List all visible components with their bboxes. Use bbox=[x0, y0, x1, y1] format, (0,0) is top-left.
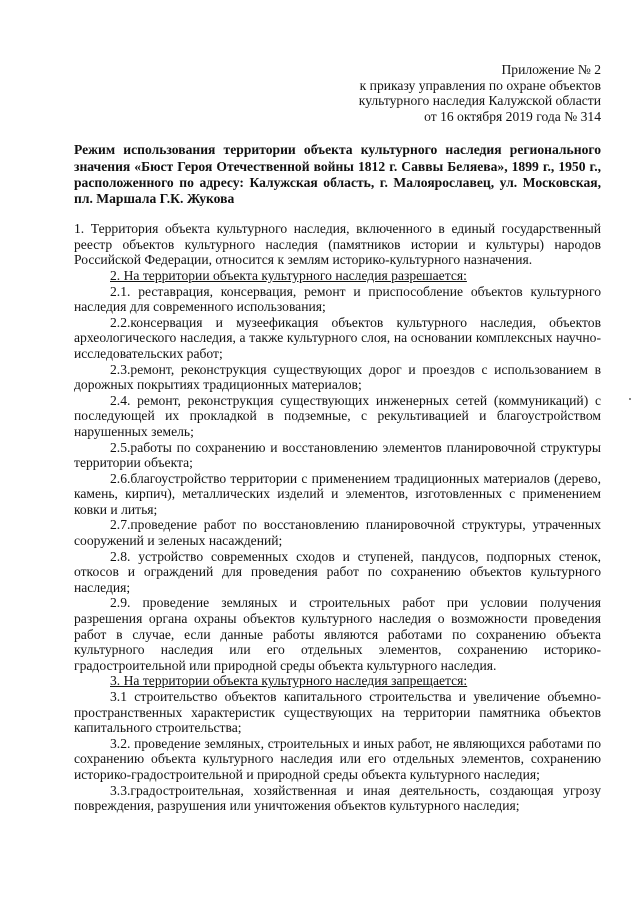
paragraph-2-7: 2.7.проведение работ по восстановлению планировочной структуры, утраченных сооружений и зеленых насаждений; bbox=[74, 517, 601, 549]
section-2-heading bbox=[74, 268, 601, 284]
paragraph-2-9: 2.9. проведение земляных и строительных работ при условии получения разрешения органа охраны объектов культурного наследия о возможности проведения работ в случае, если данные работы являются работами по сохранению объекта культурного наследия или его отдельных элементов, сохранению историко-градостроительной или природной среды объекта культурного наследия. bbox=[74, 595, 601, 673]
section-3-heading bbox=[74, 673, 601, 689]
paragraph-3-2: 3.2. проведение земляных, строительных и иных работ, не являющихся работами по сохранению объекта культурного наследия или его отдельных элементов, сохранению историко-градостроительной и природной среды объекта культурного наследия; bbox=[74, 735, 601, 782]
paragraph-2-5: 2.5.работы по сохранению и восстановлению элементов планировочной структуры территории объекта; bbox=[74, 439, 601, 471]
paragraph-1: 1. Территория объекта культурного наследия, включенного в единый государственный реестр объектов культурного наследия (памятников истории и культуры) народов Российской Федерации, относится к землям историко-культурного назначения. bbox=[74, 221, 601, 268]
order-date: от 16 октября 2019 года № 314 bbox=[424, 108, 601, 124]
scan-speck bbox=[629, 398, 631, 400]
paragraph-3-1: 3.1 строительство объектов капитального строительства и увеличение объемно-пространственных характеристик существующих на территории памятника объектов капитального строительства; bbox=[74, 689, 601, 736]
document-body bbox=[74, 221, 601, 814]
document-title: Режим использования территории объекта культурного наследия регионального значения «Бюст Героя Отечественной войны 1812 г. Саввы Беляева», 1899 г., 1950 г., расположенного по адресу: Калужская область, г. Малоярославец, ул. Московская, пл. Маршала Г.К. Жукова bbox=[74, 142, 601, 206]
appendix-number: Приложение № 2 bbox=[501, 62, 601, 77]
section-3-heading-text: 3. На территории объекта культурного наследия запрещается: bbox=[110, 673, 468, 689]
paragraph-2-3: 2.3.ремонт, реконструкция существующих дорог и проездов с использованием в дорожных покрытиях традиционных материалов; bbox=[74, 361, 601, 393]
paragraph-2-1: 2.1. реставрация, консервация, ремонт и приспособление объектов культурного наследия для современного использования; bbox=[74, 283, 601, 315]
order-authority: культурного наследия Калужской области bbox=[358, 93, 601, 109]
paragraph-2-6: 2.6.благоустройство территории с применением традиционных материалов (дерево, камень, кирпич), металлических изделий и элементов, изготовленных с применением ковки и литья; bbox=[74, 470, 601, 517]
paragraph-3-3: 3.3.градостроительная, хозяйственная и иная деятельность, создающая угрозу повреждения, разрушения или уничтожения объектов культурного наследия; bbox=[74, 782, 601, 814]
paragraph-2-8: 2.8. устройство современных сходов и ступеней, пандусов, подпорных стенок, откосов и ограждений для проведения работ по сохранению объектов культурного наследия; bbox=[74, 548, 601, 595]
paragraph-2-4: 2.4. ремонт, реконструкция существующих инженерных сетей (коммуникаций) с последующей их прокладкой в подземные, с рекультивацией и благоустройством нарушенных земель; bbox=[74, 392, 601, 439]
paragraph-2-2: 2.2.консервация и музеефикация объектов культурного наследия, объектов археологического наследия, а также культурного слоя, на основании комплексных научно-исследовательских работ; bbox=[74, 314, 601, 361]
order-reference: к приказу управления по охране объектов bbox=[359, 77, 601, 93]
appendix-header bbox=[74, 62, 601, 124]
section-2-heading-text: 2. На территории объекта культурного наследия разрешается: bbox=[110, 267, 467, 283]
